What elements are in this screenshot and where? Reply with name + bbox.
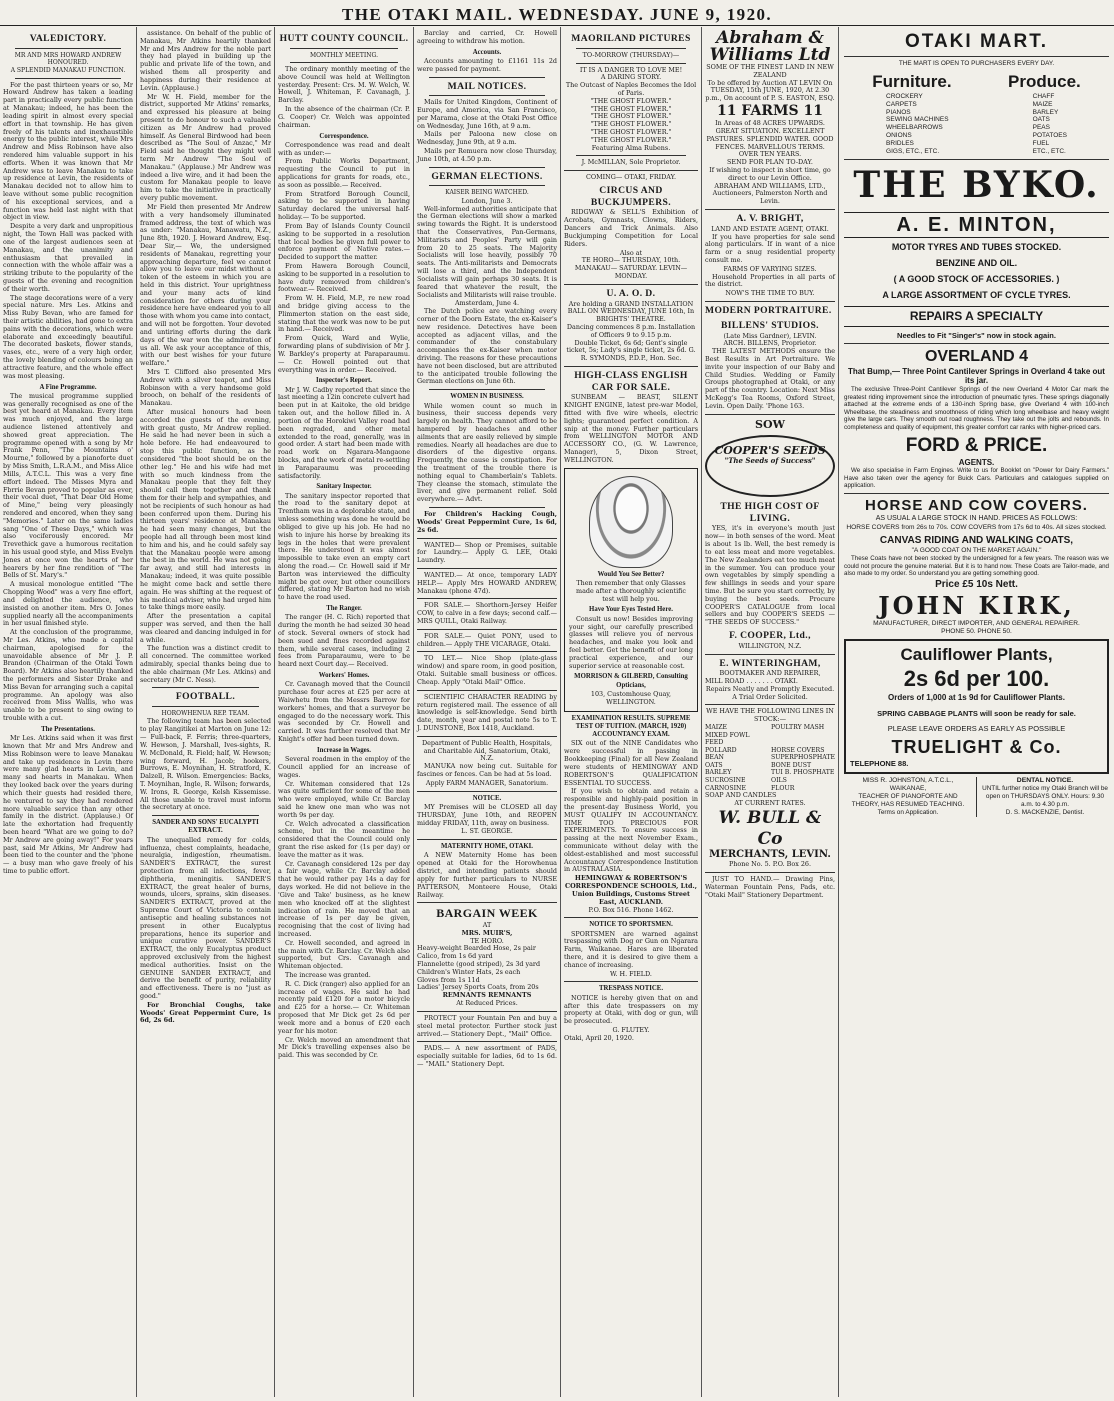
- advert-text: TELEPHONE 88.: [850, 758, 909, 768]
- advert-heading: OTAKI MART.: [904, 31, 1049, 52]
- abraham-logo: Abraham &: [716, 28, 824, 48]
- advert: If you have properties for sale send along particulars. If in want of a nice farm or a snug residential property consult me.: [705, 232, 835, 265]
- stock-item: [771, 732, 835, 747]
- article-heading: GERMAN ELECTIONS.: [431, 170, 543, 182]
- paragraph: Cr. Welch advocated a classification scheme, but in the meantime he considered that the Council could only grant the rise asked for (1s per day) or leave the matter as it was.: [278, 819, 410, 859]
- advert-text: TE HORO.: [470, 936, 504, 945]
- list-item: CHAFF: [1032, 92, 1055, 100]
- article-heading: MAIL NOTICES.: [447, 80, 527, 92]
- advert-text: COMING— OTAKI, FRIDAY.: [585, 173, 677, 182]
- advert-heading: EXAMINATION RESULTS. SUPREME TEST OF TUITION. (MARCH, 1920) ACCOUNTANCY EXAM.: [571, 714, 691, 739]
- list-item: ETC., ETC.: [1032, 148, 1066, 156]
- paragraph: The function was a distinct credit to all concerned. The committee worked admirably, special thanks being due to the able chairman (Mr Les. Atkins) and secretary (Mr C. Ness).: [140, 644, 271, 684]
- advert-item: "THE GHOST FLOWER.": [590, 112, 672, 121]
- advert-heading: DENTAL NOTICE.: [1016, 777, 1074, 784]
- advert-text: HORSE COVERS from 26s to 70s. COW COVERS from 17s 6d to 40s. All sizes stocked.: [846, 523, 1107, 531]
- advert-text: MOTOR TYRES AND TUBES STOCKED.: [891, 242, 1062, 253]
- notice-heading: NOTICE TO SPORTSMEN.: [589, 921, 673, 929]
- advert-heading: A. V. BRIGHT,: [736, 213, 804, 225]
- advert-text: Also at: [619, 248, 643, 257]
- advert-item: Heavy-weight Bearded Hose, 2s pair: [417, 944, 536, 953]
- section-heading: Correspondence.: [319, 132, 369, 140]
- advert-text: SEND FOR PLAN TO-DAY.: [727, 158, 813, 167]
- stock-item: FLOUR: [771, 784, 795, 792]
- advert-text: Terms on Application.: [877, 808, 939, 816]
- paragraph: The musical programme supplied was generally recognised as one of the best yet heard at Manakau. Every item was much enjoyed, and the large audience listened attentively and showed great appreciation. The programme opened with a song by Mr Frank Penn, "The Mountains o' Mourne," followed by a pianoforte duet by Miss Smith, L.R.A.M., and Miss Alice Mills, A.T.C.L. This was a very fine effort indeed. The Misses Myra and Fbrrie Bevan proved to popular as ever, their vocal duet, "That Dear Old Home of Mine," being very pleasingly rendered and encored, when they sang "Memories." Later on the same ladies sang "One of These Days," which was also vociferously encored. Mr Trevethick gave a humorous recitation in his usual good style, and Miss Evelyn Jones at once won the hearts of her hearers by her fine rendition of "The Bells of St. Mary's.": [3, 391, 133, 580]
- list-item: BRIDLES: [886, 140, 914, 148]
- article-subheading: HOROWHENUA REP. TEAM.: [161, 710, 250, 718]
- list-item: MAIZE: [1032, 100, 1053, 108]
- advert-item: Flannelette (good striped), 2s 3d yard: [417, 960, 541, 969]
- advert-text: AT: [482, 920, 492, 929]
- paragraph: Mails for United Kingdom, Continent of Europe, and America, via San Francisco, per Marama, close at the Otaki Post Office on Wednesday, June 16th, at 9 a.m.: [417, 98, 557, 130]
- advert-text: MRS. MUIR'S,: [461, 928, 513, 937]
- classified-ad: FOR SALE.— Quiet PONY, used to children.— Apply THE VICARAGE, Otaki.: [417, 631, 557, 648]
- stock-item: OILS: [771, 777, 787, 785]
- advert-text: Double Ticket, 6s 6d; Gent's single ticket, 5s; Lady's single ticket, 2s 6d. G. R. SYMONDS, P.D.P., Hon. Sec.: [566, 338, 696, 363]
- paragraph: The sanitary inspector reported that the road to the sanitary depot at Trentham was in a deplorable state, and unless something was done he would be obliged to give up his job. He had no wish to injure his horse by breaking its legs in the holes that were prevalent there. He understood it was almost impossible to take even an empty cart along the road.— Cr. Howell said if Mr Barton was interviewed the difficulty might be got over, but other councillors differed, stating Mr Barton had no wish to have the road used.: [278, 491, 410, 602]
- advert-text: WE HAVE THE FOLLOWING LINES IN STOCK:—: [706, 707, 834, 724]
- list-item: FUEL: [1032, 140, 1050, 148]
- advert-text: SOME OF THE FINEST LAND IN NEW ZEALAND: [706, 63, 834, 79]
- paragraph: Mails per Paloona new close on Wednesday, June 9th, at 9 a.m.: [417, 130, 557, 147]
- advert: We also specialise in Farm Engines. Write to us for Booklet on "Power for Dairy Farmers." Have also taken over the agency for Buick Cars. Particulars and catalogues supplied on application.: [844, 467, 1109, 490]
- advert-text: IT IS A DANGER TO LOVE ME!: [579, 65, 683, 74]
- stock-list: [705, 724, 835, 792]
- advert-text: WILLINGTON, N.Z.: [738, 641, 802, 650]
- advert-text: THE MART IS OPEN TO PURCHASERS EVERY DAY.: [898, 60, 1055, 68]
- advert: If you wish to obtain and retain a responsible and highly-paid position in the present-day Business World, you MUST QUALIFY IN ACCOUNTANCY. TIME TOO PRECIOUS FOR EXPERIMENTS. To ensure success in passing at the next November Exam., communicate without delay with the oldest-established and most successful Accountancy Correspondence Institution in AUSTRALASIA.: [564, 787, 698, 874]
- classified-ad: PROTECT your Fountain Pen and buy a steel metal protector. Further stock just arrived.— Stationery Dept., "Mail" Office.: [417, 1013, 557, 1038]
- paragraph: Cr. Welch moved an amendment that Mr Dick's travelling expenses also be paid. This was seconded by Cr.: [278, 1035, 410, 1060]
- article-heading: WOMEN IN BUSINESS.: [450, 393, 524, 401]
- notice: NOTICE is hereby given that on and after this date trespassers on my property at Otaki, with dog or gun, will be prosecuted.: [564, 993, 698, 1026]
- advert-text: NOW'S THE TIME TO BUY.: [725, 289, 815, 298]
- advert: SUNBEAM — BEAST, SILENT KNIGHT ENGINE, latest pre-war Model, fitted with five wire wheels, electric lights; guaranteed perfect condition. A snip at the money. Further particulars from WELLINGTON MOTOR AND ACCESSORY CO., (G. W. Lawrence, Manager), 5, Dixon Street, WELLINGTON.: [564, 393, 698, 464]
- bull-logo: W. BULL & Co: [718, 807, 822, 849]
- advert-text: REMNANTS REMNANTS: [442, 991, 532, 1000]
- paragraph: Mr J. W. Cadby reported that since the last meeting a 12in concrete culvert had been put in at Kaitoke, the old bridge taken out, and the hollow filled in. A portion of the Horokiwi Valley road had been regraded, and other metal extended to the road, generally, was in good order. A start had been made with road work on Ngarara-Mangaone blocks, and the work of metal re-settling in Paraparaumu was proceeding satisfactorily.: [278, 385, 410, 480]
- article-subheading: MR AND MRS HOWARD ANDREW HONOURED.: [14, 51, 122, 67]
- stock-item: TUI B. PHOSPHATE: [771, 769, 835, 777]
- list-item: PIANOS: [886, 108, 911, 116]
- advert-item: "THE GHOST FLOWER.": [590, 135, 672, 144]
- column-2: [137, 27, 274, 1397]
- coopers-seeds-logo: [705, 435, 835, 497]
- section-heading: The Presentations.: [41, 725, 95, 733]
- advert: For Children's Hacking Cough, Woods' Great Peppermint Cure, 1s 6d, 2s 6d.: [417, 510, 557, 534]
- stock-item: MAIZE: [705, 724, 728, 732]
- advert-text: Repairs Neatly and Promptly Executed. A Trial Order Solicited.: [705, 684, 835, 701]
- advert-heading: JOHN KIRK,: [878, 590, 1075, 620]
- advert-text: SPRING CABBAGE PLANTS will soon be ready for sale.: [877, 708, 1076, 718]
- cauliflower-advert: [844, 639, 1109, 774]
- advert-text: MANUFACTURER, DIRECT IMPORTER, AND GENERAL REPAIRER.: [873, 620, 1080, 628]
- list-item: POTATOES: [1032, 132, 1067, 140]
- advert: Department of Public Health, Hospitals, and Charitable Aid, Sanatorium, Otaki, N.Z.: [422, 738, 552, 763]
- advert-text: FARMS OF VARYING SIZES.: [723, 264, 817, 273]
- section-heading: A Fine Programme.: [39, 383, 97, 391]
- advert-text: UNTIL further notice my Otaki Branch will be open on THURSDAYS ONLY. Hours: 9.30 a.m. to 4.30 p.m.: [982, 785, 1108, 808]
- article-subheading: A SPLENDID MANAKAU FUNCTION.: [10, 67, 126, 75]
- advert-heading: Cauliflower Plants,: [900, 645, 1053, 665]
- advert-text: A DARING STORY.: [600, 73, 662, 82]
- advert: A NEW Maternity Home has been opened at Otaki for the Horowhenua district, and intending patients should apply for further particulars to NURSE PATTERSON, Monteere House, Otaki Railway.: [417, 851, 557, 899]
- paragraph: Mrs T. Clifford also presented Mrs Andrew with a silver teapot, and Miss Robinson with a very handsome gold brooch, on behalf of the residents of Manakau.: [140, 367, 271, 408]
- paragraph: From W. H. Field, M.P., re new road and bridge giving access to the Plimmerton station on the east side, stating that the work was now to be put in hand.— Received.: [278, 294, 410, 334]
- advert: Household Properties in all parts of the district.: [705, 272, 835, 289]
- advert-text: BENZINE AND OIL.: [935, 258, 1018, 269]
- notice: SPORTSMEN are warned against trespassing with Dog or Gun on Ngarara Farm, Waikanae. Hares are liberated there, and it is desired to give them a chance of increasing.: [564, 929, 698, 969]
- paragraph: From Bay of Islands County Council asking to be supported in a resolution that local bodies be given full power to enforce payment of Native rates.— Decided to support the matter.: [278, 221, 410, 262]
- notice: MY Premises will be CLOSED all day THURSDAY, June 10th, and REOPEN midday FRIDAY, 11th, away on business.: [417, 802, 557, 827]
- advert-text: AGENTS.: [958, 457, 995, 467]
- advert-heading: HORSE AND COW COVERS.: [865, 497, 1088, 515]
- paragraph: From Public Works Department, requesting the Council to put in applications for grants for roads, etc., as soon as possible.— Received.: [278, 157, 410, 189]
- article-heading: VALEDICTORY.: [29, 33, 107, 44]
- advert-text: That Bump,— Three Point Cantilever Springs in Overland 4 take out its jar.: [848, 366, 1105, 386]
- advert-text: PLEASE LEAVE ORDERS AS EARLY AS POSSIBLE: [887, 723, 1066, 733]
- list-item: WHEELBARROWS: [886, 124, 943, 132]
- paragraph: Accounts amounting to £1161 11s 2d were passed for payment.: [417, 56, 557, 73]
- advert-text: HEMINGWAY & ROBERTSON'S CORRESPONDENCE SCHOOLS, Ltd., Union Buildings, Customs Street East, AUCKLAND.: [565, 874, 697, 906]
- advert-heading: MISS R. JOHNSTON, A.T.C.L., WAIKANAE,: [862, 777, 954, 793]
- paragraph: For Bronchial Coughs, take Woods' Great Peppermint Cure, 1s 6d, 2s 6d.: [140, 1000, 271, 1025]
- advert-text: Are holding a GRAND INSTALLATION BALL ON WEDNESDAY, JUNE 16th, In BRIGHTS' THEATRE.: [567, 299, 695, 324]
- advert-heading: Would You See Better?: [597, 570, 665, 578]
- stock-item: BEAN: [705, 754, 724, 762]
- advert-heading: HIGH-CLASS ENGLISH CAR FOR SALE.: [574, 370, 688, 393]
- advert-text: BOOTMAKER AND REPAIRER,: [719, 669, 821, 678]
- johnston-advert: [844, 777, 972, 817]
- advert-heading: MODERN PORTRAITURE.: [705, 305, 832, 317]
- advert-text: In Areas of 48 ACRES UPWARDS.: [715, 119, 825, 128]
- list-item: PEAS: [1032, 124, 1050, 132]
- advert-heading: REPAIRS A SPECIALTY: [844, 306, 1109, 327]
- advert-heading: CIRCUS AND BUCKJUMPERS.: [590, 185, 672, 208]
- advert-heading: BARGAIN WEEK: [436, 906, 538, 921]
- stock-item: SUPERPHOSPHATE: [771, 754, 835, 762]
- article-subheading: KAISER BEING WATCHED.: [445, 189, 529, 197]
- paragraph: The increase was granted.: [285, 971, 371, 980]
- paragraph: The ordinary monthly meeting of the above Council was held at Wellington yesterday. Present: Crs. M. W. Welch, W. Howell, J. Whiteman, F. Cavanagh, J. Barclay.: [278, 65, 410, 105]
- advert-heading: THE HIGH COST OF LIVING.: [720, 501, 820, 524]
- advert-text: TO-MORROW (THURSDAY)—: [582, 50, 680, 59]
- advert-text: Orders of 1,000 at 1s 9d for Cauliflower Plants.: [888, 692, 1065, 702]
- article-heading: FOOTBALL.: [175, 691, 236, 703]
- advert-sign: J. McMILLAN, Sole Proprietor.: [581, 158, 681, 167]
- section-heading: The Ranger.: [326, 605, 362, 613]
- paragraph: Several roadmen in the employ of the Council applied for an increase of wages.: [278, 755, 410, 779]
- advert-heading: OVERLAND 4: [924, 348, 1029, 366]
- advert-heading: FORD & PRICE.: [905, 435, 1048, 457]
- advert: The exclusive Three-Point Cantilever Springs of the new Overland 4 Motor Car mark the greatest riding improvement since the introduction of pneumatic tyres. These springs diagonally attached at the extreme ends of a 130-inch Spring base, give Overland 4 with 100-inch Wheelbase, the steadiness and smoothness of riding which long wheelbase and heavy weight give the large cars. They smooth out road roughness. They take out the jolts and rebounds. In completeness and quality of equipment, this greater comfort car ranks with higher-priced cars.: [844, 386, 1109, 431]
- portrait-illustration: [589, 476, 673, 568]
- advert-text: AT CURRENT RATES.: [734, 798, 806, 807]
- article-heading: HUTT COUNTY COUNCIL.: [279, 33, 409, 44]
- paragraph: assistance. On behalf of the public of Manakau, Mr Atkins heartily thanked Mr and Mrs Andrew for the noble part they had played in building up the public and private life of the town, and wished them all prosperity and happiness during their residence at Levin. (Applause.): [140, 29, 271, 92]
- paragraph: Barclay and carried, Cr. Howell agreeing to withdraw his motion.: [417, 29, 557, 45]
- advert-heading: U. A. O. D.: [606, 287, 656, 299]
- list-item: BARLEY: [1032, 108, 1059, 116]
- masthead-title: THE OTAKI MAIL. WEDNESDAY. JUNE 9, 1920.: [0, 0, 1114, 26]
- advert-heading: Produce.: [1008, 71, 1081, 91]
- advert-heading: E. WINTERINGHAM,: [719, 657, 821, 669]
- advert-text: At Reduced Prices.: [456, 999, 518, 1008]
- logo-text: "The Seeds of Success": [724, 456, 816, 466]
- classified-ad: WANTED.— At once, temporary LADY HELP.— Apply Mrs HOWARD ANDREW, Manakau (phone 47d).: [417, 570, 557, 595]
- advert-text: GREAT SITUATION. EXCELLENT PASTURES. SPLENDID WATER. GOOD FENCES. MARVELLOUS TERMS. OVER TEN YEARS.: [706, 126, 834, 159]
- paragraph: From Stratford Borough Council, asking to be supported in having Saturday declared the universal half-holiday.— To be supported.: [278, 189, 410, 222]
- advert-heading: A. E. MINTON,: [844, 212, 1109, 238]
- advert-text: ARCH. BILLENS, Proprietor.: [723, 339, 817, 348]
- paragraph: Mr Field then presented Mr Andrew with a very handsomely illuminated framed address, the text of which was as under: "Manakau, Manawatu, N.Z., June 8th, 1920. J. Howard Andrew, Esq. Dear Sir,— We, the undersigned residents of Manakau, regretting your approaching departure, feel we cannot allow you to leave our midst without a token of the esteem in which you are held in this district. Your uprightness and your many acts of kind consideration for others during your residence here have endeared you to all those with whom you came into contact, and will not be forgotten. Your devoted and untiring efforts during the dark days of the war won the admiration of us all. We ask your acceptance of this, with our best wishes for your future welfare.": [140, 202, 271, 368]
- advert: YES, it's in everyone's mouth just now— in both senses of the word. Meat is about 1s lb. Well, the best remedy is to eat less meat and more vegetables. The New Zealanders eat too much meat in the summer. You can produce your own vegetables by simply spending a few shillings in seeds and your spare time. But be sure you start correctly, by buying the best seeds. Procure COOPER'S CATALOGUE from local sellers and buy COOPER'S SEEDS — "THE SEEDS OF SUCCESS.": [705, 524, 835, 627]
- paragraph: Cr. Cavanagh moved that the Council purchase four acres at £25 per acre at Waiwhetu from the Messrs Barrow for workers' homes, and that a surveyor be engaged to do the necessary work. This was seconded by Cr. Howell and carried. It was further resolved that Mr Knight's offer had been turned down.: [278, 680, 410, 743]
- paragraph: Mails per Remuera now close Thursday, June 10th, at 4.50 p.m.: [417, 147, 557, 163]
- paragraph: For the past thirteen years or so, Mr Howard Andrew has taken a leading part in practically every public function at Manakau; indeed, he has been the leading spirit in almost every special effort in that township. He has given freely of his talents and inexhaustible energy to the public interest, while Mrs Andrew and Miss Robinson have also rendered him valuable support in his efforts. When it was known that Mr Andrew was to leave Manakau to take up residence at Levin, the residents of Manakau decided not to allow him to leave without some public recognition of his exceptional services, and a function was held last night with that object in view.: [3, 80, 133, 222]
- advert-heading: SOW: [755, 417, 785, 431]
- advert-item: "THE GHOST FLOWER.": [590, 104, 672, 113]
- column-1: [0, 27, 136, 1397]
- advert-sign: Apply FARM MANAGER, Sanatorium.: [425, 778, 549, 787]
- section-heading: Accounts.: [472, 48, 502, 56]
- paragraph: Cr. Whiteman considered that 12s was quite sufficient for some of the men who were employed, while Cr. Barclay said he knew one man who was not worth 9s per day.: [278, 779, 410, 819]
- paragraph: From Hawera Borough Council, asking to be supported in a resolution to have duty removed from children's footwear.— Received.: [278, 261, 410, 294]
- stock-item: MIXED FOWL FEED: [705, 731, 750, 747]
- paragraph: After musical honours had been accorded the guests of the evening, with great gusto, Mr Andrew replied. He said he had never been in such a hole before. He had endeavoured to stop this public function, as he considered "the boot should be on the other leg." He and his wife had met with so much kindness from the Manakau people that they felt they should call them together and thank them for their help and sympathies, and not be recipients of such honour as had been conferred upon them. During his thirteen years' residence at Manakau he had seen many changes, but the people had all through been most kind to him and his, and he could safely say that the Manakau people were among the best in the world. He was not going far away, and still had interests in Manakau; indeed, it was quite possible he might come back and settle there again. He was shifting at the request of his medical adviser, who had urged him to take things more easily.: [140, 408, 271, 612]
- advert-text: D. S. MACKENZIE, Dentist.: [1005, 808, 1085, 816]
- paragraph: Correspondence was read and dealt with as under:—: [278, 140, 410, 157]
- stock-item: SUCROSINE: [705, 777, 746, 785]
- byko-heading: THE BYKO.: [853, 164, 1100, 207]
- dental-advert: [976, 777, 1109, 817]
- paragraph: Despite a very dark and unpropitious night, the Town Hall was packed with one of the largest audiences seen at Manakau, and the unanimity and enthusiasm that prevailed in connection with the whole affair was a striking tribute to the popularity of the guests of the evening and recognition of their worth.: [3, 222, 133, 293]
- advert: THE LATEST METHODS ensure the Best Results in Art Portraiture. We invite your inspection of our Baby and Child Studies. Wedding or Family Groups photographed at Otaki, or any part of the country. Location: Next Miss McKegg's Tea Rooms, Oxford Street, Levin. Open Daily. 'Phone 163.: [705, 347, 835, 410]
- article-subheading: MONTHLY MEETING.: [309, 51, 379, 59]
- advert: RIDGWAY & SELL'S Exhibition of Acrobats, Gymnasts, Clowns, Riders, Dancers and Trick Animals. Also Buckjumping Competition for Local Riders.: [564, 208, 698, 248]
- paragraph: Cr. Cavanagh considered 12s per day a fair wage, while Cr. Barclay added that he would rather pay 14s a day for days worked. He did not believe in the 'Give and Take' business, as he knew men who knocked off at the slightest indication of rain. He moved that an increase of 1s per day be given, recognising that the cost of living had increased.: [278, 859, 410, 938]
- advert-text: Phone No. 5. P.O. Box 26.: [728, 860, 811, 869]
- classified-ad: JUST TO HAND.— Drawing Pins, Waterman Fountain Pens, Pads, etc. "Otaki Mail" Stationery Department.: [705, 875, 835, 899]
- advert-heading: F. COOPER, Ltd.,: [729, 630, 811, 641]
- optician-advert: [564, 468, 698, 712]
- paragraph: In the absence of the chairman (Cr. P. G. Cooper) Cr. Welch was appointed chairman.: [278, 105, 410, 129]
- advert-heading: MERCHANTS, LEVIN.: [709, 849, 831, 861]
- paragraph: After the presentation a capital supper was served, and then the hall was cleared and dancing indulged in for a while.: [140, 612, 271, 644]
- paragraph: Mr W. H. Field, member for the district, supported Mr Atkins' remarks, and expressed his pleasure at being present to do honour to such a valuable citizen as Mr Andrew had proved himself. As General Birdwood had been described as "The Soul of Anzac," Mr Field said he thought they might well term Mr Andrew "The Soul of Manakau." (Applause.) Mr Andrew was indeed a live wire, and it had been the custom for Manakau people to leave him to take the initiative in practically every public movement.: [140, 92, 271, 203]
- advert-item: "THE GHOST FLOWER.": [590, 120, 672, 129]
- advert-text: LAND AND ESTATE AGENT, OTAKI.: [711, 224, 829, 233]
- advert-heading: Have Your Eyes Tested Here.: [589, 606, 673, 614]
- stock-item: BONE DUST: [771, 761, 812, 769]
- advert-item: Gloves from 1s 11d: [417, 975, 480, 984]
- advert-text: Needles to Fit "Singer's" now in stock again.: [897, 330, 1056, 340]
- advert-text: ABRAHAM AND WILLIAMS, LTD., Auctioneers, Palmerston North and Levin.: [712, 181, 828, 206]
- advert-text: (Late Miss Gardner), LEVIN.: [723, 331, 817, 340]
- advert-heading: BILLENS' STUDIOS.: [721, 319, 819, 331]
- article-heading: SANDER AND SONS' EUCALYPTI EXTRACT.: [152, 819, 259, 835]
- advert-text: Featuring Alma Rubens.: [591, 143, 671, 152]
- paragraph: The ranger (H. C. Rich) reported that during the month he had seized 30 head of stock. Several owners of stock had been sued and fines recorded against them, while several cases, including 2 fees from Paraparaumu, were to be heard next Court day.— Received.: [278, 613, 410, 669]
- paragraph: R. C. Dick (ranger) also applied for an increase of wages. He said he had recently paid £120 for a motor bicycle and £25 for a horse.— Cr. Whiteman proposed that Mr Dick get 2s 6d per week more and a bonus of £20 each year for his motor.: [278, 979, 410, 1035]
- classified-ad: PADS.— A new assortment of PADS, especially suitable for ladies, 6d to 1s 6d.— "MAIL" Stationery Dept.: [417, 1044, 557, 1068]
- list-item: OATS: [1032, 116, 1050, 124]
- advert-text: ( A GOOD STOCK OF ACCESSORIES. ): [893, 274, 1060, 285]
- advert-text: To be offered by Auction AT LEVIN On TUESDAY, 15th JUNE, 1920, At 2.30 p.m., On account of P. S. EASTON, ESQ.: [705, 78, 835, 103]
- notice-sign: W. H. FIELD.: [610, 969, 652, 978]
- column-4: [414, 27, 560, 1397]
- advert-item: Ladies' Jersey Sports Coats, from 20s: [417, 983, 539, 992]
- advert-text: The Outcast of Naples Becomes the Idol of Paris.: [565, 81, 697, 97]
- advert-item: "THE GHOST FLOWER.": [590, 128, 672, 137]
- column-3: [275, 27, 413, 1397]
- section-heading: Inspector's Report.: [316, 377, 372, 385]
- list-item: GIGS, ETC., ETC.: [886, 148, 940, 156]
- stock-item: CARNOSINE: [705, 784, 746, 792]
- abraham-logo: Williams Ltd: [709, 45, 831, 65]
- advert-heading: 11 FARMS 11: [717, 103, 823, 120]
- advert-item: "THE GHOST FLOWER.": [590, 96, 672, 105]
- advert-item: Calico, from 1s 6d yard: [417, 952, 493, 961]
- paragraph: The following team has been selected to play Rangitikei at Marton on June 12:— Full-back, F. Ferris; three-quarters, W. Hewson, J. Marshall, Ives-sights, R. W. McDonald, R. Field; half, W. Hewson; wing forward, H. Jacob; hookers, Burrows, E. Moynihan, H. Stratford, K. Dalzell, R. Wilson. Emergencies: Backs, T. Moynihan, Ingle, R. Wilson; forwards, W. Irons, R. George, Kelsh Kissemisse. All those unable to travel must inform the secretary at once.: [140, 717, 271, 812]
- classified-ad: TO LET.— Nice Shop (plate-glass window) and spare room, in good position, Otaki. Suitable small business or offices. Cheap. Apply "Otaki Mail" Office.: [417, 654, 557, 686]
- paragraph: From Quick, Ward and Wylie, forwarding plans of subdivision of Mr J. W. Barkley's property at Paraparaumu.— Cr. Howell pointed out that everything was in order.— Received.: [278, 334, 410, 374]
- notice-sign: G. FLUTEY.: [612, 1026, 650, 1034]
- paragraph: At the conclusion of the programme, Mr Les. Atkins, who made a capital chairman, apologised for the unavoidable absence of Mr J. P. Brandon (Chairman of the Otaki Town Board). Mr Atkins also heartily thanked the performers and Sister Drake and Miss Bevan for arranging such a capital programme. An apology was also received from Miss Wallis, who was unable to be present to sing owing to trouble with a cut.: [3, 628, 133, 723]
- furniture-list: [886, 93, 948, 156]
- advert-text: A LARGE ASSORTMENT OF CYCLE TYRES.: [882, 290, 1071, 301]
- classified-ad: SCIENTIFIC CHARACTER READING by return registered mail. The essence of all knowledge is self-knowledge. Send birth date, month, year and postal note 5s to T. J. DUNSTONE, Box 1418, Auckland.: [417, 692, 557, 732]
- notice-sign: L. ST. GEORGE.: [461, 827, 513, 836]
- advert-text: AS USUAL A LARGE STOCK IN HAND. PRICES AS FOLLOWS:: [875, 515, 1078, 523]
- list-item: CROCKERY: [886, 92, 923, 100]
- paragraph: While women count so much in business, their success depends very largely on health. They cannot afford to be hampered by headaches and other ailments that are easily relieved by simple remedies. Nearly all headaches are due to disorders of the digestive organs. Frequently, the cause is constipation. For the treatment of the trouble there is nothing equal to Chamberlain's Tablets. They cleanse the stomach, stimulate the liver, and give permanent relief. Sold everywhere.— Advt.: [417, 401, 557, 504]
- stock-item: HORSE COVERS: [771, 746, 825, 754]
- section-heading: Increase in Wages.: [317, 746, 371, 754]
- advert-text: Dancing commences 8 p.m. Installation of Officers 9 to 9.15 p.m.: [566, 322, 696, 339]
- advert-text: 103, Customhouse Quay, WELLINGTON.: [590, 689, 672, 706]
- column-7: [839, 27, 1114, 1397]
- list-item: CARPETS: [886, 100, 917, 108]
- advert-heading: TRUELIGHT & Co.: [891, 736, 1062, 757]
- classified-ad: WANTED— Shop or Premises, suitable for Laundry.— Apply G. LEE, Otaki Laundry.: [417, 540, 557, 565]
- advert-heading: MAORILAND PICTURES: [571, 33, 691, 44]
- section-heading: Workers' Homes.: [318, 672, 370, 680]
- advert-item: Children's Winter Hats, 2s each: [417, 967, 521, 976]
- advert-text: Price £5 10s Nett.: [935, 578, 1018, 590]
- advert-text: PHONE 50. PHONE 50.: [941, 628, 1012, 636]
- produce-list: [1033, 93, 1067, 156]
- stock-item: POULTRY MASH: [771, 724, 825, 732]
- advert-text: TEACHER OF PIANOFORTE AND THEORY, HAS RESUMED TEACHING.: [851, 793, 965, 808]
- advert-heading: MORRISON & GILBERD, Consulting Opticians,: [574, 673, 688, 689]
- advert-text: Then remember that only Glasses made after a thoroughly scientific test will help you.: [576, 579, 686, 603]
- stock-item: BARLEY: [705, 769, 732, 777]
- paragraph: Mr Les. Atkins said when it was first known that Mr and Mrs Andrew and Miss Robinson were to leave Manakau and take up residence in Levin there were many glad hearts in Levin, and many sad hearts in Manakau. When they looked back over the years during which their guests had resided there, he ventured to say they had rendered more valuable service than any other family in the district. (Applause.) Of late the exhortation had frequently been heard "What are we going to do? Mr Andrew are going away!" For years past, said Mr Atkins, Mr Andrew had been tied to the counter and the 'phone — a busy man who gave freely of his time to public effort.: [3, 734, 133, 876]
- paragraph: The unequalled remedy for colds, influenza, chest complaints, headache, neuralgia, indigestion, rheumatism. SANDER'S EXTRACT, the surest protection from all infections, fever, diphtheria, meningitis. SANDER'S EXTRACT, the great healer of burns, wounds, ulcers, sprains, skin diseases. SANDER'S EXTRACT, proved at the Supreme Court of Victoria to contain antiseptic and healing substances not present in other Eucalyptus preparations, hence its superior and unique curative power. SANDER'S EXTRACT, the only Eucalyptus product approved exclusively from the highest medical authorities. Insist on the GENUINE SANDER EXTRACT, and derive the benefit of purity, reliability and effectiveness. There is no "just as good.": [140, 835, 271, 1001]
- advert: MANUKA now being cut. Suitable for fascines or fences. Can be had at 5s load.: [417, 762, 557, 779]
- column-6: [702, 27, 838, 1397]
- dateline: Amsterdam, June 4.: [454, 299, 520, 308]
- notice-heading: TRESPASS NOTICE.: [598, 985, 664, 993]
- paragraph: The stage decorations were of a very special nature. Mrs Les. Atkins and Miss Ruby Bevan, who are famed for their artistic abilities, had gone to extra pains with the decorations, which were elaborate and exceedingly beautiful. The decorated baskets, flower stands, vases, etc., were of a very high order, the lovely blending of colours being an attractive feature, and the whole effect was most pleasing.: [3, 293, 133, 380]
- stock-item: POLLARD: [705, 746, 737, 754]
- stock-item: OATS: [705, 761, 723, 769]
- advert: These Coats have not been stocked by the undersigned for a few years. The reason was we could not procure the genuine material. But it is to hand now. These Coats are Tailor-made, and also made to my order. So understand you are getting something good.: [844, 555, 1109, 578]
- notice-date: Otaki, April 20, 1920.: [564, 1033, 634, 1042]
- advert-text: P.O. Box 516. Phone 1462.: [588, 905, 674, 914]
- advert-text: TE HORO— THURSDAY, 10th. MANAKAU— SATURDAY. LEVIN— MONDAY.: [574, 256, 688, 280]
- advert-heading: CANVAS RIDING AND WALKING COATS,: [879, 534, 1074, 546]
- classified-ad: FOR SALE.— Shorthorn-Jersey Heifer COW, to calve in a few days; second calf.— MRS QUILL, Otaki Railway.: [417, 601, 557, 626]
- advert-text: "A GOOD COAT ON THE MARKET AGAIN.": [911, 547, 1042, 555]
- paragraph: The Dutch police are watching every corner of the Doorn Estate, the ex-Kaiser's new residence. Detectives have been accepted as adjacent villas, and the commander of the constabulary accompanies the ex-Kaiser when motor driving. The reasons for these precautions have not been disclosed, but are attributed to the anticipated trouble following the German elections on June 6th.: [417, 307, 557, 386]
- paragraph: A musical monologue entitled "The Chopping Wood" was a very fine effort, and delighted the audience, who insisted on another item. Mrs O. Jones supplied nearly all the accompaniments in her usual finished style.: [3, 580, 133, 628]
- notice-heading: NOTICE.: [472, 794, 502, 802]
- advert-heading: MATERNITY HOME, OTAKI.: [440, 843, 533, 851]
- column-5: [561, 27, 701, 1397]
- advert: SIX out of the NINE Candidates who were successful in passing in Bookkeeping (Final) for all New Zealand were students of HEMINGWAY AND ROBERTSON'S QUALIFICATION ESSENTIAL TO SUCCESS.: [564, 739, 698, 787]
- section-heading: Sanitary Inspector.: [316, 483, 372, 491]
- advert-text: SOAP AND CANDLES: [705, 791, 777, 800]
- advert-heading: Furniture.: [872, 71, 952, 91]
- paragraph: Cr. Howell seconded, and agreed in the main with Cr. Barclay. Cr. Welch also supported, but Crs. Cavanagh and Whiteman objected.: [278, 938, 410, 971]
- list-item: ONIONS: [886, 132, 912, 140]
- advert-text: If wishing to inspect in short time, go direct to our Levin Office.: [709, 166, 831, 182]
- dateline: London, June 3.: [461, 196, 513, 205]
- advert: Consult us now! Besides improving your sight, our carefully prescribed glasses will relieve you of nervous headaches, and make you look and feel better. Get the benefit of our long practical experience, and our superior service at reasonable cost.: [569, 614, 693, 670]
- advert-heading: 2s 6d per 100.: [903, 666, 1050, 692]
- logo-text: COOPER'S SEEDS: [714, 444, 826, 458]
- paragraph: Well-informed authorities anticipate that the German elections will show a marked swing towards the Right. It is understood that the Conservatives, Pan-Germans, Militarists and Peoples' Party will gain from 20 to 25 seats. The Majority Socialists will lose heavily, possibly 70 seats. The Anti-militarists and Democrats will lose a third, and the Independent Socialists will gain perhaps 30 seats. It is feared that whatever the result, the Socialists and Militarists will raise trouble.: [417, 204, 557, 299]
- advert-text: MILL ROAD . . . . . . . OTAKI.: [705, 677, 798, 686]
- list-item: SEWING MACHINES: [886, 116, 949, 124]
